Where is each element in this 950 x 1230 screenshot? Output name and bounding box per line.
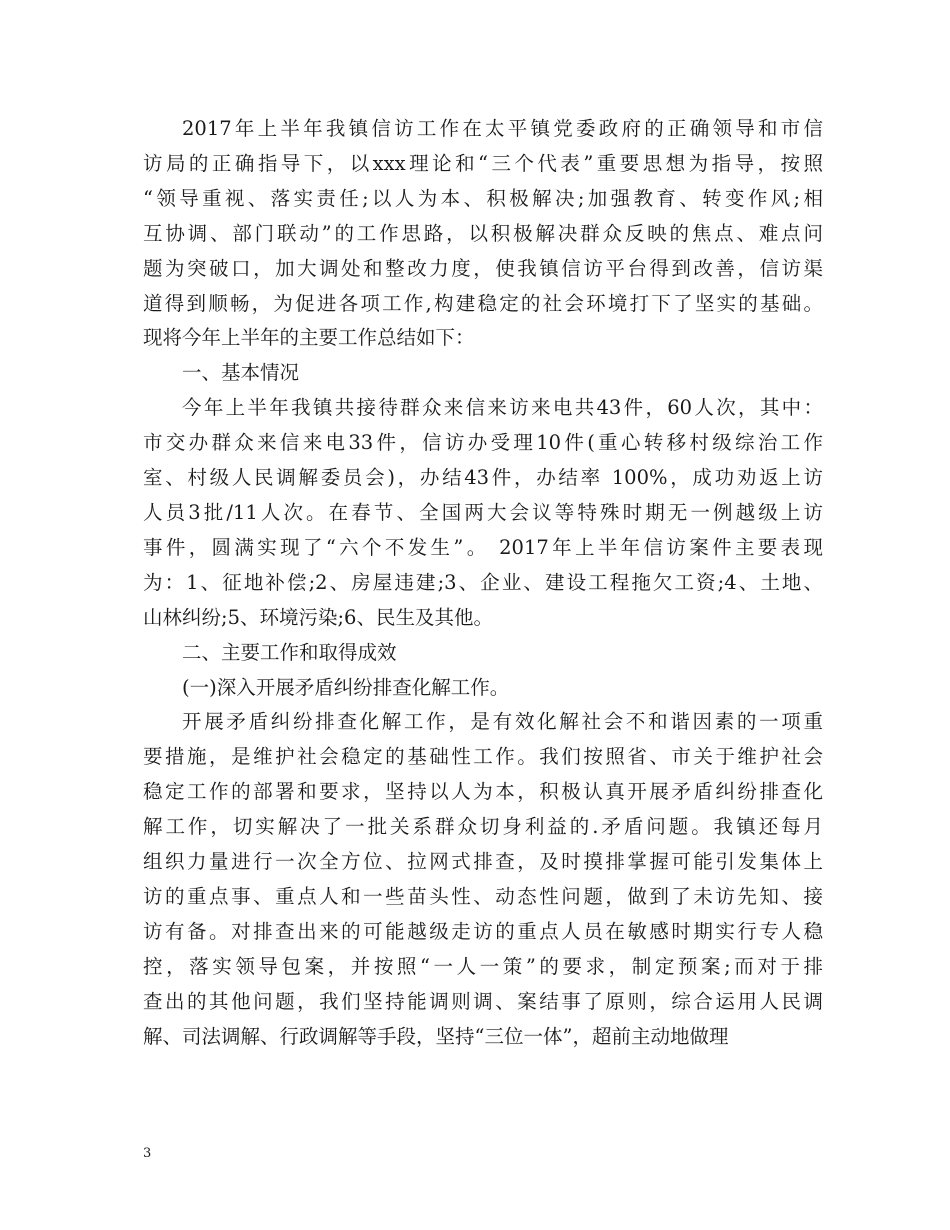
text-line: “领导重视、落实责任;以人为本、积极解决;加强教育、转变作风;相 [143,186,823,210]
paragraph-heading-1 [143,356,823,391]
text-line: 要措施，是维护社会稳定的基础性工作。我们按照省、市关于维护社会 [143,745,823,769]
paragraph-basic-situation [143,391,823,635]
text-line: 现将今年上半年的主要工作总结如下： [143,326,475,350]
text-line: 2017年上半年我镇信访工作在太平镇党委政府的正确领导和市信 [182,117,823,140]
page-number: 3 [143,1146,152,1161]
text-line: 查出的其他问题，我们坚持能调则调、案结事了原则，综合运用人民调 [143,989,823,1013]
text-line: (一)深入开展矛盾纠纷排查化解工作。 [182,675,510,699]
text-line: 开展矛盾纠纷排查化解工作，是有效化解社会不和谐因素的一项重 [182,710,823,734]
text-line: 事件，圆满实现了“六个不发生”。 2017年上半年信访案件主要表现 [143,535,823,559]
paragraph-intro [143,112,823,356]
text-line: 解、司法调解、行政调解等手段，坚持“三位一体”，超前主动地做理 [143,1024,729,1048]
paragraph-dispute-work [143,705,823,1054]
text-line: 访局的正确指导下，以xxx理论和“三个代表”重要思想为指导，按照 [143,151,823,175]
text-line: 组织力量进行一次全方位、拉网式排查，及时摸排掌握可能引发集体上 [143,850,823,874]
paragraph-heading-2 [143,636,823,671]
text-line: 室、村级人民调解委员会)，办结43件，办结率 100%，成功劝返上访 [143,466,823,490]
text-line: 人员3批/11人次。在春节、全国两大会议等特殊时期无一例越级上访 [143,500,823,524]
text-line: 二、主要工作和取得成效 [182,640,397,664]
text-line: 为：1、征地补偿;2、房屋违建;3、企业、建设工程拖欠工资;4、土地、 [143,570,823,594]
text-line: 访有备。对排查出来的可能越级走访的重点人员在敏感时期实行专人稳 [143,919,823,943]
text-line: 今年上半年我镇共接待群众来信来访来电共43件，60人次，其中： [182,396,823,420]
text-line: 道得到顺畅，为促进各项工作,构建稳定的社会环境打下了坚实的基础。 [143,291,823,315]
text-line: 访的重点事、重点人和一些苗头性、动态性问题，做到了未访先知、接 [143,884,823,908]
text-line: 一、基本情况 [182,361,300,385]
text-line: 市交办群众来信来电33件，信访办受理10件(重心转移村级综治工作 [143,431,823,455]
text-line: 山林纠纷;5、环境污染;6、民生及其他。 [143,605,493,629]
text-line: 题为突破口，加大调处和整改力度，使我镇信访平台得到改善，信访渠 [143,256,823,280]
text-line: 解工作，切实解决了一批关系群众切身利益的.矛盾问题。我镇还每月 [143,815,823,839]
paragraph-subheading-1 [143,671,823,706]
text-line: 互协调、部门联动”的工作思路，以积极解决群众反映的焦点、难点问 [143,221,823,245]
text-line: 稳定工作的部署和要求，坚持以人为本，积极认真开展矛盾纠纷排查化 [143,780,823,804]
document-body [143,112,823,1054]
text-line: 控，落实领导包案，并按照“一人一策”的要求，制定预案;而对于排 [143,954,823,978]
